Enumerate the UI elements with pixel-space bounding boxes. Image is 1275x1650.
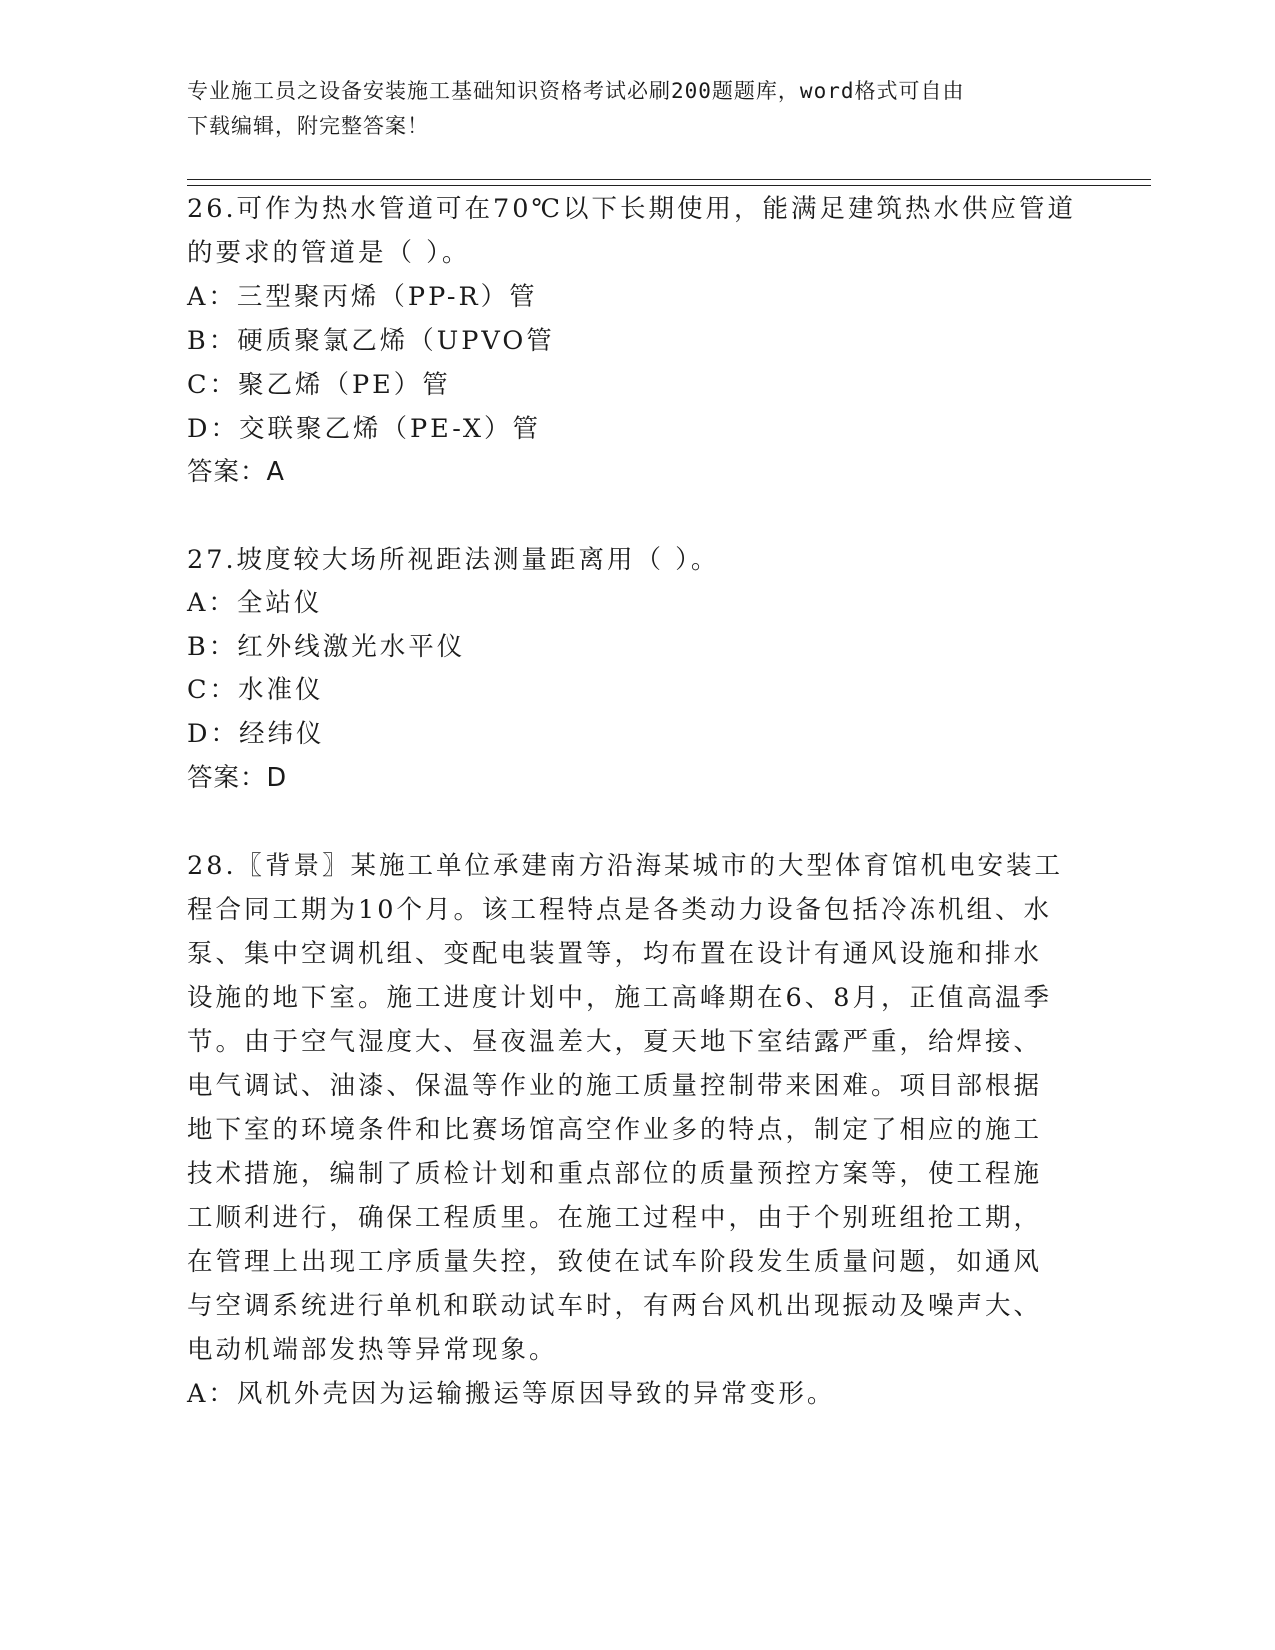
- q28-option-a: A：风机外壳因为运输搬运等原因导致的异常变形。: [187, 1379, 836, 1409]
- q27-option-b: B：红外线激光水平仪: [187, 632, 466, 662]
- q28-stem-line-8: 技术措施，编制了质检计划和重点部位的质量预控方案等，使工程施: [187, 1159, 1043, 1189]
- q28-stem-line-9: 工顺利进行，确保工程质里。在施工过程中，由于个别班组抢工期，: [187, 1203, 1043, 1233]
- q26-answer: 答案：A: [187, 457, 285, 487]
- document-header: [187, 74, 1067, 144]
- q28-stem-line-4: 设施的地下室。施工进度计划中，施工高峰期在6、8月，正值高温季: [187, 983, 1052, 1013]
- q28-stem-line-7: 地下室的环境条件和比赛场馆高空作业多的特点，制定了相应的施工: [187, 1115, 1043, 1145]
- q28-stem-line-3: 泵、集中空调机组、变配电装置等，均布置在设计有通风设施和排水: [187, 939, 1043, 969]
- q28-stem-line-2: 程合同工期为10个月。该工程特点是各类动力设备包括冷冻机组、水: [187, 895, 1052, 925]
- header-rule-top: [187, 179, 1151, 180]
- header-line-1: 专业施工员之设备安装施工基础知识资格考试必刷200题题库，word格式可自由: [187, 79, 965, 103]
- header-line-2: 下载编辑，附完整答案！: [187, 114, 429, 138]
- q27-answer: 答案：D: [187, 763, 288, 793]
- q28-stem-line-6: 电气调试、油漆、保温等作业的施工质量控制带来困难。项目部根据: [187, 1071, 1043, 1101]
- q26-stem-line-1: 26.可作为热水管道可在70℃以下长期使用，能满足建筑热水供应管道: [187, 194, 1077, 224]
- q26-option-d: D：交联聚乙烯（PE-X）管: [187, 414, 542, 444]
- q26-option-a: A：三型聚丙烯（PP-R）管: [187, 282, 538, 312]
- q27-option-d: D：经纬仪: [187, 719, 325, 749]
- q26-option-c: C：聚乙烯（PE）管: [187, 370, 451, 400]
- q27-stem-line-1: 27.坡度较大场所视距法测量距离用（ ）。: [187, 545, 720, 575]
- q28-stem-line-10: 在管理上出现工序质量失控，致使在试车阶段发生质量问题，如通风: [187, 1247, 1043, 1277]
- q28-stem-line-11: 与空调系统进行单机和联动试车时，有两台风机出现振动及噪声大、: [187, 1291, 1043, 1321]
- q28-stem-line-1: 28.〖背景〗某施工单位承建南方沿海某城市的大型体育馆机电安装工: [187, 851, 1064, 881]
- q26-stem-line-2: 的要求的管道是（ ）。: [187, 238, 471, 268]
- q27-option-a: A：全站仪: [187, 588, 323, 618]
- q28-stem-line-12: 电动机端部发热等异常现象。: [187, 1335, 558, 1365]
- q26-option-b: B：硬质聚氯乙烯（UPVO管: [187, 326, 555, 356]
- q28-stem-line-5: 节。由于空气湿度大、昼夜温差大，夏天地下室结露严重，给焊接、: [187, 1027, 1043, 1057]
- q27-option-c: C：水准仪: [187, 675, 324, 705]
